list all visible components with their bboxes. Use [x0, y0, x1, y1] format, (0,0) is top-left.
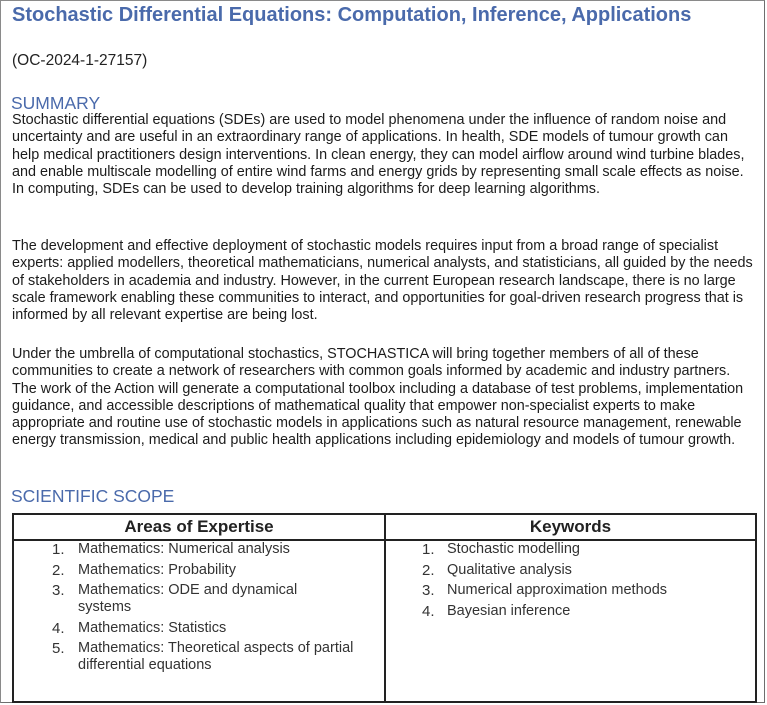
summary-paragraph-1-text: Stochastic differential equations (SDEs) are used to model phenomena under the influence of random noise and uncertainty and are useful in an extraordinary range of applications. In health, SDE models of tumour growth can help medical practitioners design interventions. In clean energy, they can model airflow around wind turbine blades, and enable multiscale modelling of entire wind farms and energy grids by representing small scale effects as noise. In computing, SDEs can be used to develop training algorithms for deep learning algorithms.	[12, 112, 745, 198]
summary-paragraph-1[interactable]	[12, 112, 757, 198]
areas-of-expertise-header: Areas of Expertise	[13, 514, 385, 540]
summary-paragraph-3[interactable]	[12, 346, 757, 450]
list-item	[14, 582, 384, 616]
list-item	[386, 562, 755, 579]
keywords-list	[386, 541, 755, 620]
scientific-scope-heading: SCIENTIFIC SCOPE	[11, 486, 175, 506]
item-number: 2.	[52, 561, 65, 579]
summary-paragraph-2-text: The development and effective deployment of stochastic models requires input from a broad range of specialist experts: applied modellers, theoretical mathematicians, numerical analysts, and statisticians, all guided by the needs of stakeholders in academia and industry. However, in the current European research landscape, there is no large scale framework enabling these communities to interact, and opportunities for goal-driven research progress that is informed by all relevant expertise are being lost.	[12, 238, 753, 324]
proposal-reference: (OC-2024-1-27157)	[12, 52, 148, 69]
item-number: 4.	[422, 602, 435, 620]
item-number: 1.	[422, 541, 435, 558]
item-number: 1.	[52, 541, 65, 558]
list-item	[386, 603, 755, 620]
areas-list	[14, 541, 384, 674]
item-text: Mathematics: Numerical analysis	[78, 541, 290, 557]
summary-paragraph-2[interactable]	[12, 238, 757, 324]
summary-paragraph-3-text: Under the umbrella of computational stochastics, STOCHASTICA will bring together members of all of these communities to create a network of researchers with common goals informed by academic and industry partners. The work of the Action will generate a computational toolbox including a database of test problems, implementation guidance, and accessible descriptions of mathematical quality that empower non-specialist experts to make appropriate and routine use of stochastic models in applications such as natural resource management, renewable energy transmission, medical and public health applications including epidemiology and models of tumour growth.	[12, 346, 744, 449]
item-text: Qualitative analysis	[447, 561, 572, 578]
item-text: Mathematics: Probability	[78, 561, 236, 578]
item-text: Stochastic modelling	[447, 541, 580, 557]
item-number: 5.	[52, 640, 65, 658]
item-number: 3.	[422, 582, 435, 600]
item-number: 3.	[52, 582, 65, 600]
list-item	[14, 541, 384, 558]
areas-of-expertise-cell[interactable]	[13, 540, 385, 702]
item-number: 2.	[422, 561, 435, 579]
summary-heading: SUMMARY	[11, 93, 101, 113]
item-text: Mathematics: ODE and dynamical systems	[78, 582, 298, 616]
item-text: Bayesian inference	[447, 602, 571, 619]
keywords-header: Keywords	[385, 514, 756, 540]
keywords-cell[interactable]	[385, 540, 756, 702]
list-item	[14, 620, 384, 637]
list-item	[386, 541, 755, 558]
list-item	[386, 582, 755, 599]
list-item	[14, 562, 384, 579]
item-text: Mathematics: Theoretical aspects of partial differential equations	[78, 640, 354, 674]
document-title: Stochastic Differential Equations: Computation, Inference, Applications	[12, 4, 692, 26]
item-text: Mathematics: Statistics	[78, 619, 227, 636]
item-number: 4.	[52, 619, 65, 637]
list-item	[14, 640, 384, 674]
scientific-scope-table	[12, 513, 757, 703]
item-text: Numerical approximation methods	[447, 582, 668, 599]
